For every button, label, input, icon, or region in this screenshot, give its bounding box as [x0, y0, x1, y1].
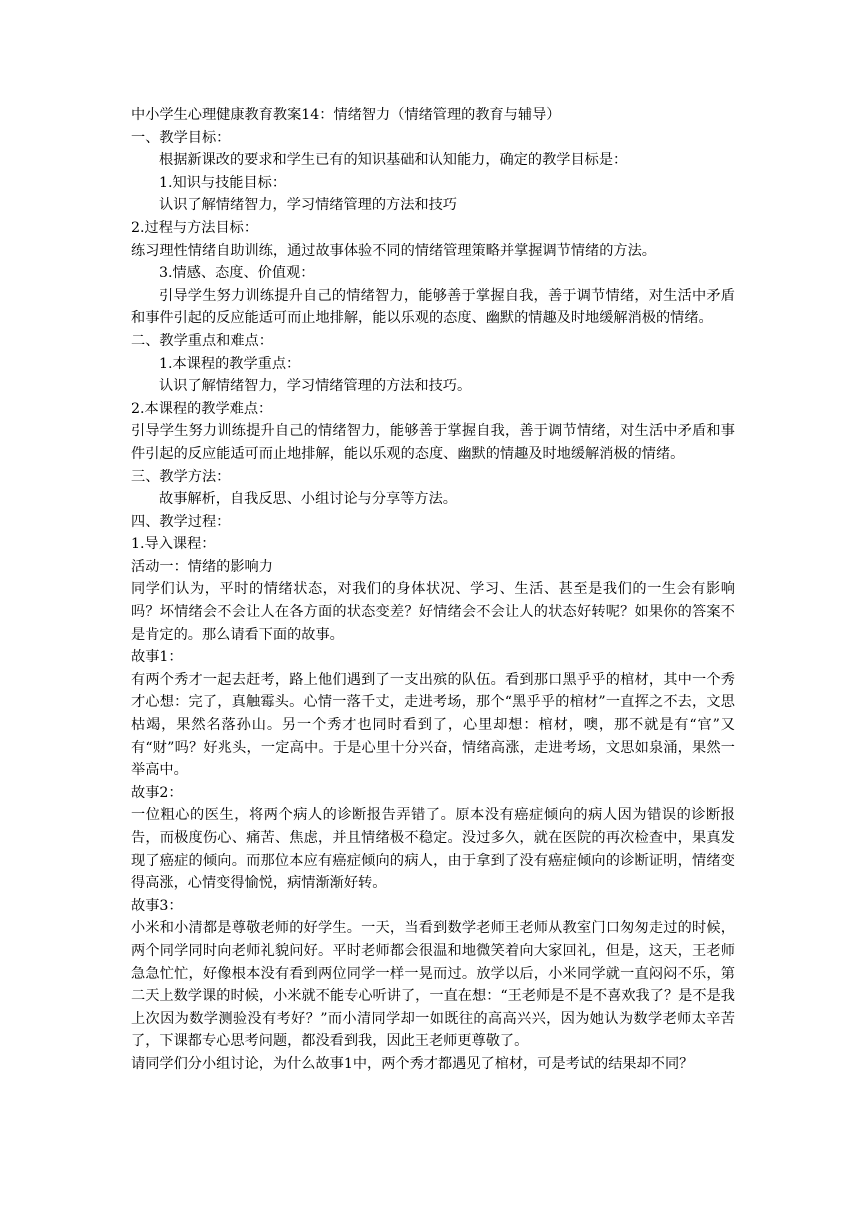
section-heading-process: 四、教学过程： — [131, 513, 231, 530]
paragraph: 引导学生努力训练提升自己的情绪智力，能够善于掌握自我，善于调节情绪，对生活中矛盾和事件引起的反应能适可而止地排解，能以乐观的态度、幽默的情趣及时地缓解消极的情绪。 — [131, 287, 735, 327]
paragraph: 有两个秀才一起去赶考，路上他们遇到了一支出殡的队伍。看到那口黑乎乎的棺材，其中一个秀才心想：完了，真触霉头。心情一落千丈，走进考场，那个“黑乎乎的棺材”一直挥之不去，文思枯竭，果然名落孙山。另一个秀才也同时看到了，心里却想：棺材，噢，那不就是有“官”又有“财”吗？好兆头，一定高中。于是心里十分兴奋，情绪高涨，走进考场，文思如泉涌，果然一举高中。 — [131, 671, 735, 779]
paragraph: 1.导入课程： — [131, 536, 216, 553]
story-heading: 故事3： — [131, 897, 183, 914]
paragraph: 1.知识与技能目标： — [159, 174, 287, 191]
paragraph: 根据新课改的要求和学生已有的知识基础和认知能力，确定的教学目标是： — [159, 152, 628, 169]
document-body — [131, 104, 735, 1076]
story-heading: 故事1： — [131, 649, 183, 666]
story-heading: 故事2： — [131, 784, 183, 801]
paragraph: 小米和小清都是尊敬老师的好学生。一天，当看到数学老师王老师从教室门口匆匆走过的时候，两个同学同时向老师礼貌问好。平时老师都会很温和地微笑着向大家回礼，但是，这天，王老师急急忙忙，好像根本没有看到两位同学一样一晃而过。放学以后，小米同学就一直闷闷不乐，第二天上数学课的时候，小米就不能专心听讲了，一直在想：“王老师是不是不喜欢我了？是不是我上次因为数学测验没有考好？”而小清同学却一如既往的高高兴兴，因为她认为数学老师太辛苦了，下课都专心思考问题，都没看到我，因此王老师更尊敬了。 — [131, 920, 735, 1050]
paragraph: 同学们认为，平时的情绪状态，对我们的身体状况、学习、生活、甚至是我们的一生会有影响吗？坏情绪会不会让人在各方面的状态变差？好情绪会不会让人的状态好转呢？如果你的答案不是肯定的。那么请看下面的故事。 — [131, 581, 735, 643]
paragraph: 引导学生努力训练提升自己的情绪智力，能够善于掌握自我，善于调节情绪，对生活中矛盾和事件引起的反应能适可而止地排解，能以乐观的态度、幽默的情趣及时地缓解消极的情绪。 — [131, 423, 735, 462]
document-title: 中小学生心理健康教育教案14：情绪智力（情绪管理的教育与辅导） — [131, 107, 561, 123]
paragraph: 请同学们分小组讨论，为什么故事1中，两个秀才都遇见了棺材，可是考试的结果却不同？ — [131, 1055, 694, 1072]
section-heading-methods: 三、教学方法： — [131, 468, 231, 485]
paragraph: 2.过程与方法目标： — [131, 219, 259, 236]
paragraph: 2.本课程的教学难点： — [131, 400, 273, 417]
paragraph: 一位粗心的医生，将两个病人的诊断报告弄错了。原本没有癌症倾向的病人因为错误的诊断报告，而极度伤心、痛苦、焦虑，并且情绪极不稳定。没过多久，就在医院的再次检查中，果真发现了癌症的倾向。而那位本应有癌症倾向的病人，由于拿到了没有癌症倾向的诊断证明，情绪变得高涨，心情变得愉悦，病情渐渐好转。 — [131, 807, 735, 892]
paragraph: 活动一：情绪的影响力 — [131, 558, 273, 575]
paragraph: 练习理性情绪自助训练，通过故事体验不同的情绪管理策略并掌握调节情绪的方法。 — [131, 242, 656, 259]
paragraph: 认识了解情绪智力，学习情绪管理的方法和技巧 — [159, 197, 457, 214]
paragraph: 认识了解情绪智力，学习情绪管理的方法和技巧。 — [159, 378, 472, 395]
section-heading-key-points: 二、教学重点和难点： — [131, 332, 273, 349]
paragraph: 1.本课程的教学重点： — [159, 355, 301, 372]
section-heading-goals: 一、教学目标： — [131, 129, 231, 146]
paragraph: 故事解析，自我反思、小组讨论与分享等方法。 — [159, 491, 457, 508]
paragraph: 3.情感、态度、价值观： — [159, 265, 315, 282]
